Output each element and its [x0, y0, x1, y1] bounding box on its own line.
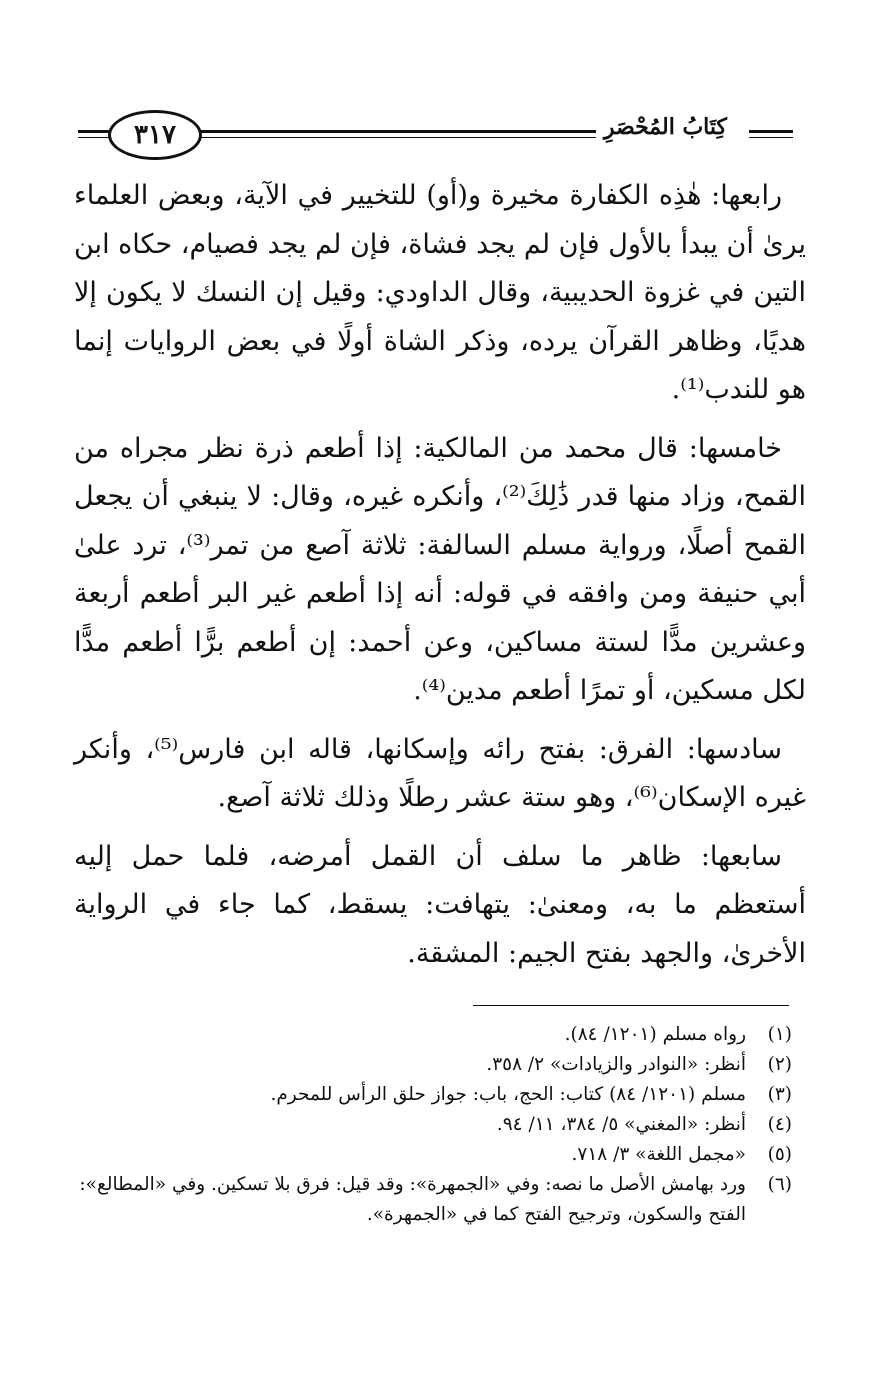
- header-rule: [749, 130, 793, 133]
- footnote-separator: [473, 1005, 789, 1006]
- paragraph: سادسها: الفرق: بفتح رائه وإسكانها، قاله ابن فارس⁽⁵⁾، وأنكر غيره الإسكان⁽⁶⁾، وهو ستة عشر رطلًا وذلك ثلاثة آصع.: [74, 733, 806, 813]
- paragraph: خامسها: قال محمد من المالكية: إذا أطعم ذرة نظر مجراه من القمح، وزاد منها قدر ذَٰلِكَ⁽²⁾، وأنكره غيره، وقال: لا ينبغي أن يجعل القمح أصلًا، ورواية مسلم السالفة: ثلاثة آصع من تمر⁽³⁾، ترد علىٰ أبي حنيفة ومن وافقه في قوله: أنه إذا أطعم غير البر أطعم أربعة وعشرين مدًّا لستة مساكين، وعن أحمد: إن أطعم برًّا أطعم مدًّا لكل مسكين، أو تمرًا أطعم مدين⁽⁴⁾.: [74, 432, 807, 706]
- footnote-text: أنظر: «المغني» ٥/ ٣٨٤، ١١/ ٩٤.: [496, 1114, 746, 1135]
- footnote-text: «مجمل اللغة» ٣/ ٧١٨.: [571, 1144, 746, 1165]
- footnote: [72, 1080, 792, 1110]
- book-title: كِتَابُ المُحْصَرِ: [596, 114, 735, 140]
- footnote: [72, 1020, 792, 1050]
- footnote: [72, 1110, 792, 1140]
- footnote: [72, 1170, 792, 1230]
- paragraph: سابعها: ظاهر ما سلف أن القمل أمرضه، فلما حمل إليه أستعظم ما به، ومعنىٰ: يتهافت: يسقط، كما جاء في الرواية الأخرىٰ، والجهد بفتح الجيم: المشقة.: [74, 840, 806, 969]
- page-number: ٣١٧: [134, 120, 176, 150]
- footnote-text: مسلم (١٢٠١/ ٨٤) كتاب: الحج، باب: جواز حلق الرأس للمحرم.: [270, 1084, 746, 1105]
- footnote-text: أنظر: «النوادر والزيادات» ٢/ ٣٥٨.: [486, 1054, 746, 1075]
- footnote-text: رواه مسلم (١٢٠١/ ٨٤).: [564, 1024, 746, 1045]
- footnote-number: (٣): [767, 1084, 792, 1105]
- footnote: [72, 1140, 792, 1170]
- footnote-text: ورد بهامش الأصل ما نصه: وفي «الجمهرة»: وقد قيل: فرق بلا تسكين. وفي «المطالع»: الفتح والسكون، وترجيح الفتح كما في «الجمهرة».: [79, 1174, 746, 1225]
- footnote: [72, 1050, 792, 1080]
- footnote-number: (١): [767, 1024, 792, 1045]
- footnotes: [72, 1020, 792, 1230]
- header-rule: [749, 137, 793, 138]
- page-header: [78, 108, 793, 160]
- page-number-badge: [108, 110, 202, 160]
- footnote-number: (٥): [767, 1144, 792, 1165]
- footnote-number: (٢): [767, 1054, 792, 1075]
- paragraph: رابعها: هٰذِه الكفارة مخيرة و(أو) للتخيير في الآية، وبعض العلماء يرىٰ أن يبدأ بالأول فإن لم يجد فشاة، فإن لم يجد فصيام، حكاه ابن التين في غزوة الحديبية، وقال الداودي: وقيل إن النسك لا يكون إلا هديًا، وظاهر القرآن يرده، وذكر الشاة أولًا في بعض الروايات إنما هو للندب⁽¹⁾.: [74, 180, 806, 405]
- footnote-number: (٤): [767, 1114, 792, 1135]
- main-text: [74, 172, 806, 988]
- footnote-number: (٦): [767, 1174, 792, 1195]
